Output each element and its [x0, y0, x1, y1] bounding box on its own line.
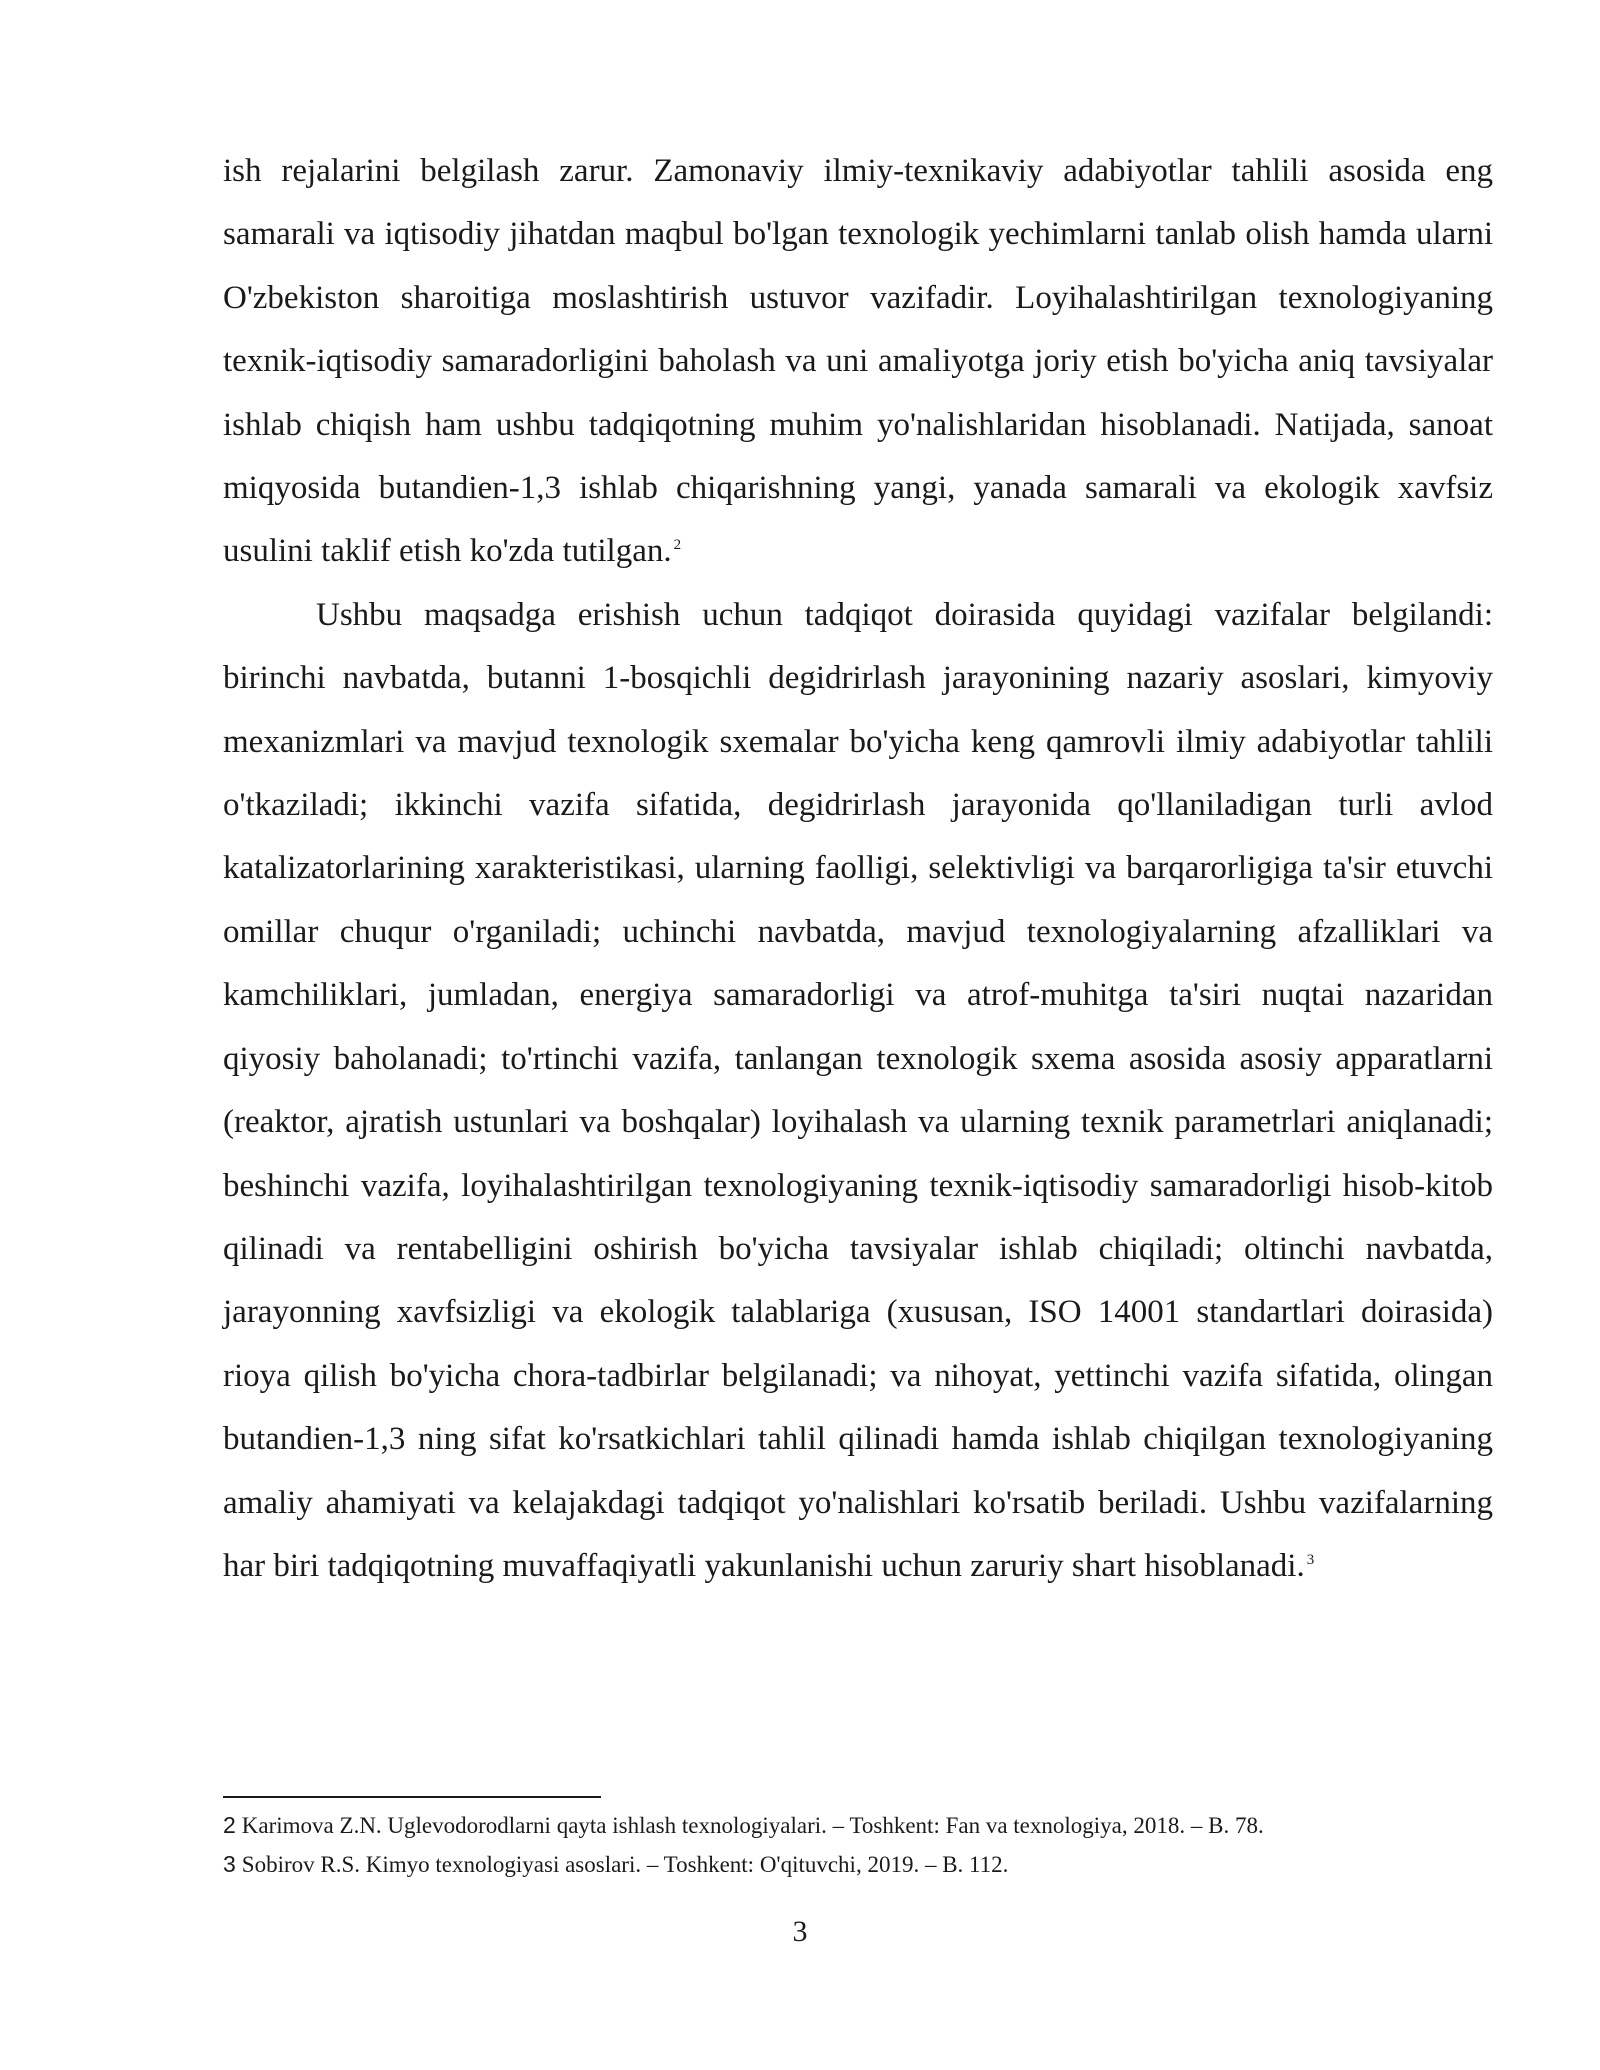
footnote-text: Sobirov R.S. Kimyo texnologiyasi asoslari. – Toshkent: O'qituvchi, 2019. – B. 112.	[241, 1852, 1009, 1877]
footnotes	[223, 1806, 1493, 1884]
footnote-separator	[223, 1796, 601, 1798]
paragraph-text: Ushbu maqsadga erishish uchun tadqiqot doirasida quyidagi vazifalar belgilandi: birinchi navbatda, butanni 1-bosqichli degidrirlash jarayonining nazariy asoslari, kimyoviy mexanizmlari va mavjud texnologik sxemalar bo'yicha keng qamrovli ilmiy adabiyotlar tahlili o'tkaziladi; ikkinchi vazifa sifatida, degidrirlash jarayonida qo'llaniladigan turli avlod katalizatorlarining xarakteristikasi, ularning faolligi, selektivligi va barqarorligiga ta'sir etuvchi omillar chuqur o'rganiladi; uchinchi navbatda, mavjud texnologiyalarning afzalliklari va kamchiliklari, jumladan, energiya samaradorligi va atrof-muhitga ta'siri nuqtai nazaridan qiyosiy baholanadi; to'rtinchi vazifa, tanlangan texnologik sxema asosida asosiy apparatlarni (reaktor, ajratish ustunlari va boshqalar) loyihalash va ularning texnik parametrlari aniqlanadi; beshinchi vazifa, loyihalashtirilgan texnologiyaning texnik-iqtisodiy samaradorligi hisob-kitob qilinadi va rentabelligini oshirish bo'yicha tavsiyalar ishlab chiqiladi; oltinchi navbatda, jarayonning xavfsizligi va ekologik talablariga (xususan, ISO 14001 standartlari doirasida) rioya qilish bo'yicha chora-tadbirlar belgilanadi; va nihoyat, yettinchi vazifa sifatida, olingan butandien-1,3 ning sifat ko'rsatkichlari tahlil qilinadi hamda ishlab chiqilgan texnologiyaning amaliy ahamiyati va kelajakdagi tadqiqot yo'nalishlari ko'rsatib beriladi. Ushbu vazifalarning har biri tadqiqotning muvaffaqiyatli yakunlanishi uchun zaruriy shart hisoblanadi.	[223, 596, 1493, 1584]
footnote-number: 2	[223, 1812, 236, 1838]
footnote-text: Karimova Z.N. Uglevodorodlarni qayta ishlash texnologiyalari. – Toshkent: Fan va texnologiya, 2018. – B. 78.	[241, 1813, 1264, 1838]
paragraph	[223, 584, 1493, 1599]
page-number: 3	[792, 1915, 808, 1948]
footnote	[223, 1845, 1493, 1884]
footnote-reference[interactable]: 3	[1306, 1551, 1315, 1568]
footnote-number: 3	[223, 1851, 236, 1877]
footnote-reference[interactable]: 2	[673, 537, 682, 554]
paragraph-text: ish rejalarini belgilash zarur. Zamonaviy ilmiy-texnikaviy adabiyotlar tahlili asosida eng samarali va iqtisodiy jihatdan maqbul bo'lgan texnologik yechimlarni tanlab olish hamda ularni O'zbekiston sharoitiga moslashtirish ustuvor vazifadir. Loyihalashtirilgan texnologiyaning texnik-iqtisodiy samaradorligini baholash va uni amaliyotga joriy etish bo'yicha aniq tavsiyalar ishlab chiqish ham ushbu tadqiqotning muhim yo'nalishlaridan hisoblanadi. Natijada, sanoat miqyosida butandien-1,3 ishlab chiqarishning yangi, yanada samarali va ekologik xavfsiz usulini taklif etish ko'zda tutilgan.	[223, 153, 1493, 570]
main-text	[223, 140, 1493, 1598]
paragraph	[223, 140, 1493, 584]
footnote	[223, 1806, 1493, 1845]
